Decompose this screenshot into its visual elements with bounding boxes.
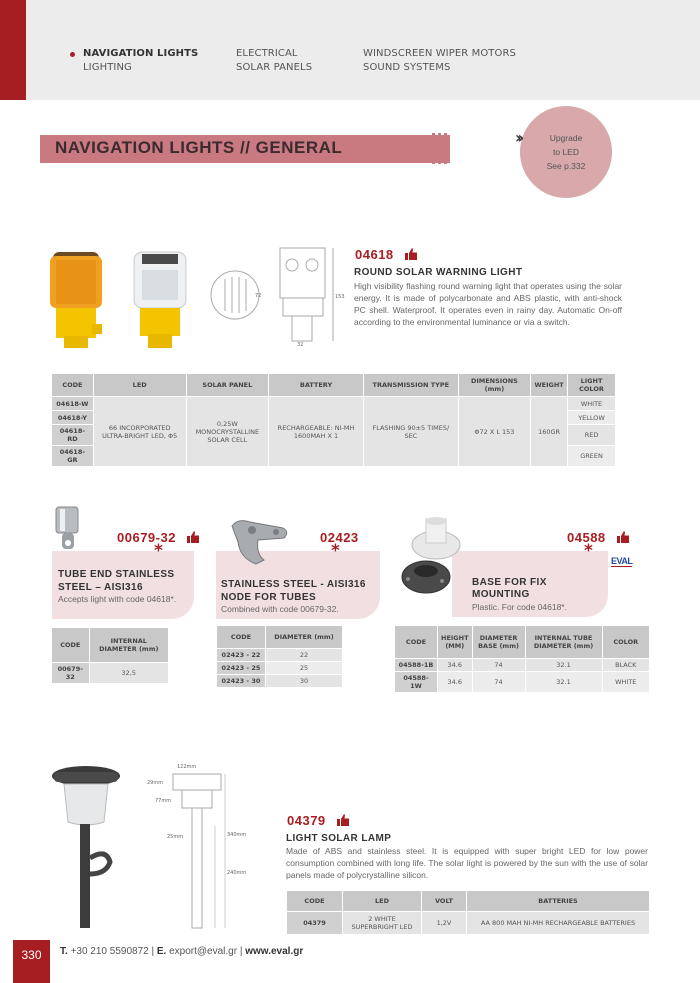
value-cell: WHITE <box>603 672 649 692</box>
code-cell: 04588-1B <box>395 659 437 671</box>
col-header: WEIGHT <box>531 374 567 396</box>
code-cell: 02423 - 30 <box>217 675 265 687</box>
code-cell: 04588-1W <box>395 672 437 692</box>
value-cell: 32,5 <box>90 663 168 683</box>
svg-text:29mm: 29mm <box>147 780 164 786</box>
asterisk-icon: * <box>331 541 340 561</box>
svg-text:153: 153 <box>335 294 345 300</box>
product-description: High visibility flashing round warning light that operates using the solar energy. It is made of polycarbonate and ABS plastic, with anti-shock PC shell. Waterproof. It operates even in rainy day. Automatic On-off according to the environmental luminance or via a switch. <box>354 281 622 327</box>
product-code: 04618 <box>355 247 394 262</box>
fix-mount-base-image <box>398 515 468 605</box>
code-cell: 04618-GR <box>52 446 93 466</box>
thumbs-up-icon <box>337 814 349 826</box>
spec-table-04588 <box>394 625 650 693</box>
color-cell: RED <box>568 425 615 445</box>
color-cell: WHITE <box>568 397 615 410</box>
code-cell: 04618-W <box>52 397 93 410</box>
product-04618-header <box>355 244 417 263</box>
col-header: CODE <box>287 891 342 911</box>
top-view-drawing <box>205 265 265 325</box>
nav-item-sound-systems[interactable]: SOUND SYSTEMS <box>363 62 451 73</box>
battery-cell: RECHARGEABLE: NI-MH 1600MAH X 1 <box>269 397 363 466</box>
col-header: TRANSMISSION TYPE <box>364 374 458 396</box>
col-header: CODE <box>395 626 437 658</box>
product-04379-header <box>287 810 349 829</box>
svg-text:72: 72 <box>255 293 262 299</box>
solar-lamp-drawing <box>145 760 265 935</box>
svg-text:122mm: 122mm <box>177 764 197 770</box>
col-header: HEIGHT (MM) <box>438 626 472 658</box>
product-title <box>58 568 174 594</box>
color-cell: GREEN <box>568 446 615 466</box>
col-header: CODE <box>52 374 93 396</box>
clear-warning-light-image <box>132 248 192 353</box>
upgrade-line3: See p.332 <box>546 161 586 171</box>
tube-end-image <box>52 505 82 555</box>
product-title <box>472 577 547 601</box>
nav-column-2 <box>236 47 312 75</box>
col-header: INTERNAL DIAMETER (mm) <box>90 628 168 662</box>
code-cell: 04618-RD <box>52 425 93 445</box>
col-header: BATTERIES <box>467 891 649 911</box>
title-line: STAINLESS STEEL - AISI316 <box>221 579 366 590</box>
thumbs-up-icon <box>405 248 417 260</box>
value-cell: 25 <box>266 662 342 674</box>
value-cell: 34.6 <box>438 659 472 671</box>
value-cell: 2 WHITE SUPERBRIGHT LED <box>343 912 421 934</box>
separator: | <box>239 946 246 957</box>
nav-item-solar-panels[interactable]: SOLAR PANELS <box>236 62 313 73</box>
col-header: SOLAR PANEL <box>187 374 269 396</box>
upgrade-line2: to LED <box>553 147 579 157</box>
dimensions-cell: Φ72 X L 153 <box>459 397 530 466</box>
solar-lamp-image <box>50 762 130 932</box>
title-line: STEEL – AISI316 <box>58 582 143 593</box>
email-link[interactable]: export@eval.gr <box>169 946 238 957</box>
separator: | <box>151 946 157 957</box>
nav-column-3 <box>363 47 516 75</box>
product-code: 02423 <box>320 530 359 545</box>
nav-item-electrical[interactable]: ELECTRICAL <box>236 48 298 59</box>
value-cell: AA 800 MAH NI-MH RECHARGEABLE BATTERIES <box>467 912 649 934</box>
nav-column-1 <box>83 47 198 75</box>
solar-panel-cell: 0,25W MONOCRYSTALLINE SOLAR CELL <box>187 397 269 466</box>
value-cell: 22 <box>266 649 342 661</box>
website-link[interactable]: www.eval.gr <box>245 946 304 957</box>
code-cell: 04618-Y <box>52 411 93 424</box>
spec-table-00679 <box>51 627 169 684</box>
led-cell: 66 INCORPORATED ULTRA-BRIGHT LED, Φ5 <box>94 397 186 466</box>
product-description: Accepts light with code 04618*. <box>58 594 177 604</box>
value-cell: BLACK <box>603 659 649 671</box>
page-number: 330 <box>13 940 50 983</box>
code-cell: 00679-32 <box>52 663 89 683</box>
value-cell: 74 <box>473 672 525 692</box>
code-cell: 02423 - 22 <box>217 649 265 661</box>
tube-node-image <box>228 518 293 568</box>
asterisk-icon: * <box>584 541 593 561</box>
col-header: LIGHT COLOR <box>568 374 615 396</box>
col-header: CODE <box>52 628 89 662</box>
footer-contact <box>60 946 303 957</box>
col-header: CODE <box>217 626 265 648</box>
section-title: NAVIGATION LIGHTS // GENERAL <box>55 138 343 157</box>
col-header: VOLT <box>422 891 466 911</box>
amber-warning-light-image <box>48 248 108 353</box>
value-cell: 32.1 <box>526 672 602 692</box>
spec-table-04618 <box>51 373 616 467</box>
spec-table-02423 <box>216 625 343 688</box>
header-red-tab <box>0 0 26 100</box>
upgrade-line1: Upgrade <box>549 133 583 143</box>
double-chevron-right-icon: ›› <box>515 128 521 147</box>
product-code: 04588 <box>567 530 606 545</box>
col-header: DIAMETER (mm) <box>266 626 342 648</box>
weight-cell: 160GR <box>531 397 567 466</box>
code-cell: 02423 - 25 <box>217 662 265 674</box>
col-header: LED <box>94 374 186 396</box>
nav-item-lighting[interactable]: LIGHTING <box>83 62 132 73</box>
code-cell: 04379 <box>287 912 342 934</box>
svg-text:340mm: 340mm <box>227 832 247 838</box>
col-header: DIAMETER BASE (mm) <box>473 626 525 658</box>
title-line: MOUNTING <box>472 589 530 600</box>
value-cell: 34.6 <box>438 672 472 692</box>
product-description: Combined with code 00679-32. <box>221 604 339 614</box>
product-code: 00679-32 <box>117 530 176 545</box>
product-description: Made of ABS and stainless steel. It is equipped with super bright LED for low power consumption combined with long life. The solar light is powered by the sun with the use of solar panels made of polycrystalline silicon. <box>286 846 648 880</box>
transmission-cell: FLASHING 90±5 TIMES/ SEC <box>364 397 458 466</box>
active-bullet-icon <box>70 52 75 57</box>
svg-text:240mm: 240mm <box>227 870 247 876</box>
value-cell: 1,2V <box>422 912 466 934</box>
value-cell: 32.1 <box>526 659 602 671</box>
color-cell: YELLOW <box>568 411 615 424</box>
product-title: ROUND SOLAR WARNING LIGHT <box>354 267 523 278</box>
side-view-drawing <box>275 243 345 348</box>
col-header: INTERNAL TUBE DIAMETER (mm) <box>526 626 602 658</box>
col-header: BATTERY <box>269 374 363 396</box>
thumbs-up-icon <box>617 531 629 543</box>
col-header: LED <box>343 891 421 911</box>
title-line: TUBE END STAINLESS <box>58 569 175 580</box>
phone-number[interactable]: +30 210 5590872 <box>70 946 149 957</box>
value-cell: 74 <box>473 659 525 671</box>
product-title <box>221 578 366 604</box>
thumbs-up-icon <box>187 531 199 543</box>
value-cell: 30 <box>266 675 342 687</box>
asterisk-icon: * <box>154 541 163 561</box>
col-header: COLOR <box>603 626 649 658</box>
nav-item-windscreen-wiper-motors[interactable]: WINDSCREEN WIPER MOTORS <box>363 48 516 59</box>
title-line: BASE FOR FIX <box>472 577 547 588</box>
product-description: Plastic. For code 04618*. <box>472 602 567 612</box>
banner-stripes <box>432 133 452 164</box>
phone-label: T. <box>60 946 68 957</box>
nav-item-navigation-lights[interactable]: NAVIGATION LIGHTS <box>83 48 199 59</box>
svg-text:25mm: 25mm <box>167 834 184 840</box>
svg-text:32: 32 <box>297 342 304 348</box>
spec-table-04379 <box>286 890 650 935</box>
product-code: 04379 <box>287 813 326 828</box>
title-line: NODE FOR TUBES <box>221 592 317 603</box>
svg-text:77mm: 77mm <box>155 798 172 804</box>
col-header: DIMENSIONS (mm) <box>459 374 530 396</box>
product-title: LIGHT SOLAR LAMP <box>286 833 392 844</box>
product-04588-header <box>567 527 629 546</box>
upgrade-badge[interactable] <box>520 106 612 198</box>
email-label: E. <box>156 946 167 957</box>
eval-logo: EVAL <box>611 556 633 566</box>
